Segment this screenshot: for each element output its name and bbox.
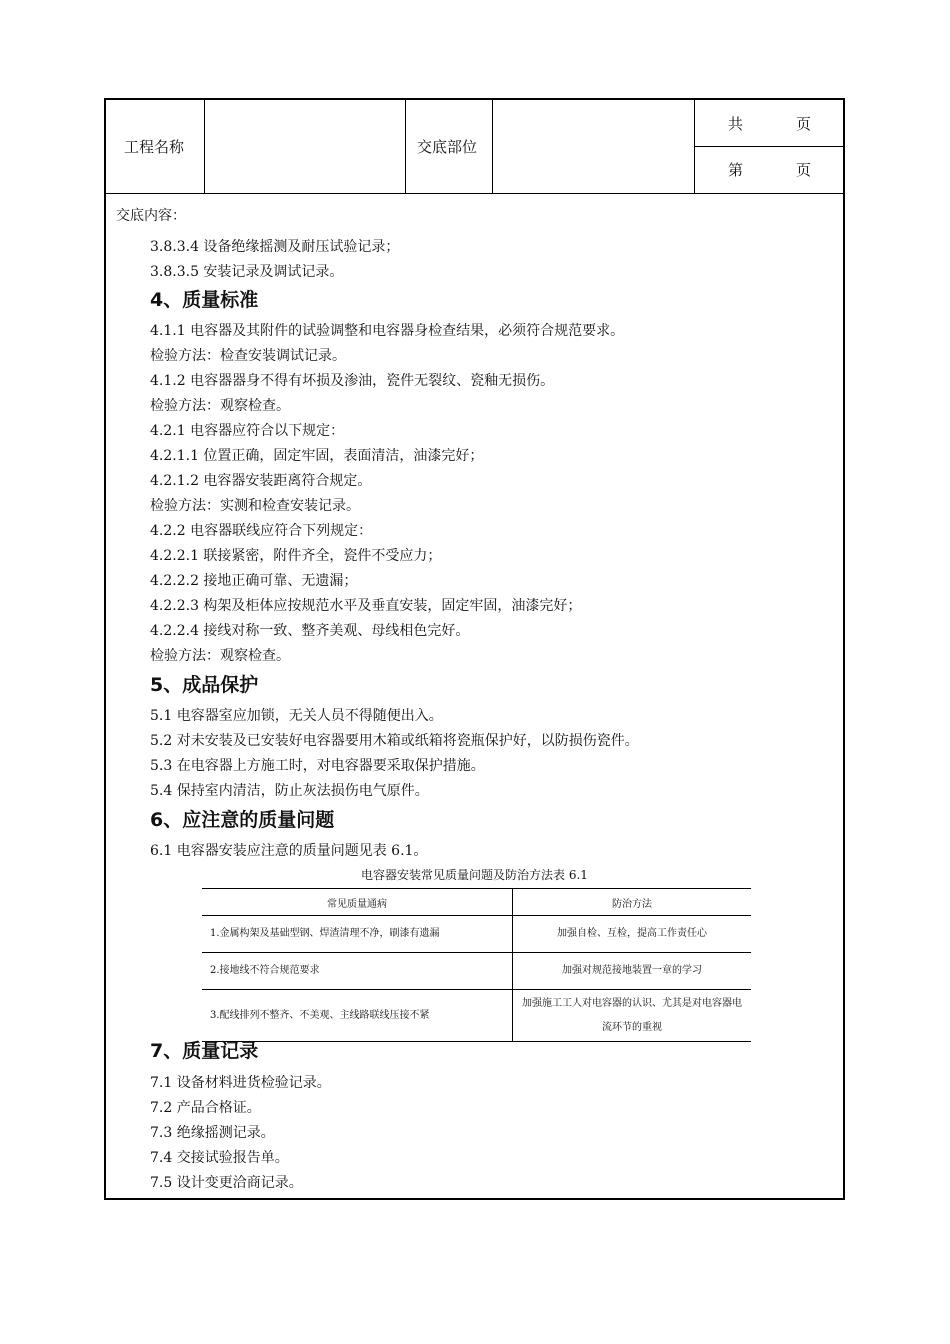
text-line: 3.8.3.5 安装记录及调试记录。 <box>150 264 344 280</box>
text-line: 5.2 对未安装及已安装好电容器要用木箱或纸箱将瓷瓶保护好，以防损伤瓷件。 <box>150 733 639 749</box>
text-line: 4.2.2.2 接地正确可靠、无遗漏； <box>150 573 358 589</box>
text-line: 4.2.2.3 构架及柜体应按规范水平及垂直安装，固定牢固，油漆完好； <box>150 598 582 614</box>
section-heading: 7、质量记录 <box>150 1040 259 1062</box>
quality-issues-table <box>202 888 751 1042</box>
section-heading: 6、应注意的质量问题 <box>150 809 335 831</box>
table-row <box>202 953 751 990</box>
text-line: 7.5 设计变更洽商记录。 <box>150 1175 303 1191</box>
page-number-label: 第 <box>728 161 744 179</box>
form-header <box>106 100 843 194</box>
text-line: 4.2.2.1 联接紧密，附件齐全，瓷件不受应力； <box>150 548 442 564</box>
text-line: 4.1.1 电容器及其附件的试验调整和电容器身检查结果，必须符合规范要求。 <box>150 323 625 339</box>
divider <box>492 100 493 193</box>
text-line: 4.1.2 电容器器身不得有坏损及渗油，瓷件无裂纹、瓷釉无损伤。 <box>150 373 555 389</box>
text-line: 检验方法：实测和检查安装记录。 <box>150 498 360 514</box>
column-header: 常见质量通病 <box>202 889 513 916</box>
table-cell: 加强自检、互检，提高工作责任心 <box>513 916 752 953</box>
text-line: 检验方法：观察检查。 <box>150 648 290 664</box>
page-number-unit: 页 <box>796 161 812 179</box>
table-row <box>202 990 751 1042</box>
text-line: 4.2.2 电容器联线应符合下列规定： <box>150 523 373 539</box>
divider <box>405 100 406 193</box>
total-pages-unit: 页 <box>796 115 812 133</box>
column-header: 防治方法 <box>513 889 752 916</box>
table-cell: 2.接地线不符合规范要求 <box>202 953 513 990</box>
text-line: 5.4 保持室内清洁，防止灰法损伤电气原件。 <box>150 783 429 799</box>
divider <box>694 146 843 147</box>
text-line: 7.1 设备材料进货检验记录。 <box>150 1075 331 1091</box>
text-line: 7.2 产品合格证。 <box>150 1100 261 1116</box>
text-line: 6.1 电容器安装应注意的质量问题见表 6.1。 <box>150 843 428 859</box>
total-pages-label: 共 <box>728 115 744 133</box>
text-line: 3.8.3.4 设备绝缘摇测及耐压试验记录； <box>150 239 400 255</box>
text-line: 4.2.1.1 位置正确，固定牢固，表面清洁，油漆完好； <box>150 448 484 464</box>
table-row <box>202 916 751 953</box>
text-line: 5.1 电容器室应加锁，无关人员不得随便出入。 <box>150 708 443 724</box>
table-cell: 1.金属构架及基础型钢、焊渣清理不净，刷漆有遗漏 <box>202 916 513 953</box>
text-line: 4.2.2.4 接线对称一致、整齐美观、母线相色完好。 <box>150 623 470 639</box>
text-line: 检验方法：检查安装调试记录。 <box>150 348 346 364</box>
table-cell: 加强对规范接地装置一章的学习 <box>513 953 752 990</box>
section-heading: 4、质量标准 <box>150 289 259 311</box>
table-caption: 电容器安装常见质量问题及防治方法表 6.1 <box>361 868 588 882</box>
table-header-row <box>202 889 751 916</box>
section-heading: 5、成品保护 <box>150 674 259 696</box>
text-line: 4.2.1 电容器应符合以下规定： <box>150 423 345 439</box>
text-line: 4.2.1.2 电容器安装距离符合规定。 <box>150 473 372 489</box>
disclosure-form <box>104 98 845 1200</box>
table-cell: 3.配线排列不整齐、不美观、主线路联线压接不紧 <box>202 990 513 1042</box>
text-line: 7.3 绝缘摇测记录。 <box>150 1125 275 1141</box>
text-line: 7.4 交接试验报告单。 <box>150 1150 289 1166</box>
table-cell: 加强施工工人对电容器的认识、尤其是对电容器电流环节的重视 <box>513 990 752 1042</box>
project-name-label: 工程名称 <box>124 138 185 156</box>
content-label: 交底内容： <box>116 208 186 224</box>
location-label: 交底部位 <box>417 138 478 156</box>
divider <box>204 100 205 193</box>
text-line: 检验方法：观察检查。 <box>150 398 290 414</box>
text-line: 5.3 在电容器上方施工时，对电容器要采取保护措施。 <box>150 758 485 774</box>
